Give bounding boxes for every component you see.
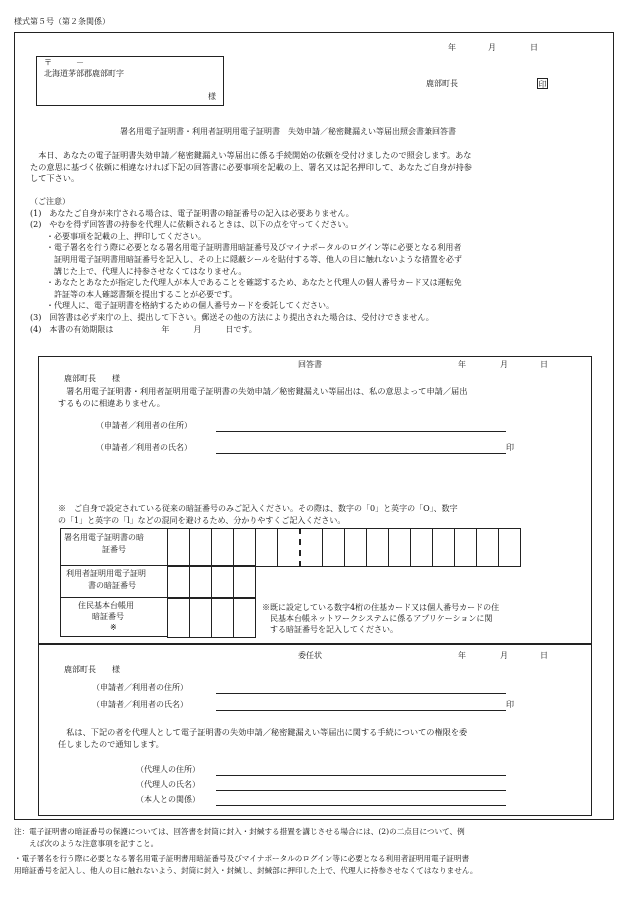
pin-digit-box[interactable]: [389, 529, 411, 567]
agent-name-label: （代理人の氏名）: [136, 780, 200, 789]
answer-heading: 回答書: [298, 360, 322, 369]
footer-line: えば次のような注意事項を記すこと。: [14, 838, 159, 848]
intro-line: たの意思に基づく依頼に相違なければ下記の回答書に必要事項を記載の上、署名又は記名押印して、あなたご自身が持参: [30, 161, 472, 172]
pin-digit-box[interactable]: [300, 529, 323, 567]
pin-digit-box[interactable]: [234, 566, 256, 599]
delegation-body-line: 私は、下記の者を代理人として電子証明書の失効申請／秘密鍵漏えい等届出に関する手続についての権限を委: [58, 727, 468, 737]
agent-address-line[interactable]: [216, 775, 506, 776]
pin-row-label: 利用者証明用電子証明: [66, 569, 146, 578]
pin-digit-box[interactable]: [345, 529, 367, 567]
pin-row-label: 証番号: [102, 545, 126, 554]
pin-digit-box[interactable]: [168, 598, 190, 638]
note-line: (3) 回答書は必ず来庁の上、提出して下さい。郵送その他の方法により提出された場合は、受付けできません。: [30, 312, 434, 322]
delegation-month: 月: [500, 651, 508, 660]
pin-digit-box[interactable]: [455, 529, 477, 567]
footer-line: 注：電子証明書の暗証番号の保護については、回答書を封筒に封入・封緘する措置を講じさせる場合には、(2)の二点目について、例: [14, 827, 465, 836]
pin-digit-box[interactable]: [168, 529, 190, 567]
pin-digit-box[interactable]: [212, 566, 234, 599]
answer-body-line: するものに相違ありません。: [58, 397, 165, 408]
answer-body: [58, 386, 467, 409]
answer-day: 日: [540, 360, 548, 369]
intro-text: [30, 150, 472, 185]
delegator-name-line[interactable]: [216, 710, 506, 711]
pin-digit-box[interactable]: [256, 529, 278, 567]
pin-note-line: の「1」と英字の「l」などの混同を避けるため、分かりやすくご記入ください。: [58, 515, 346, 525]
answer-month: 月: [500, 360, 508, 369]
juki-note-line: ※既に設定している数字4桁の住基カード又は個人番号カードの住: [262, 603, 500, 612]
intro-line: 本日、あなたの電子証明書失効申請／秘密鍵漏えい等届出に係る手続開始の依頼を受付けましたので照会します。あな: [30, 150, 472, 160]
pin-digit-box[interactable]: [212, 598, 234, 638]
juki-note-line: する暗証番号を記入してください。: [262, 625, 398, 634]
agent-name-line[interactable]: [216, 790, 506, 791]
delegation-heading: 委任状: [298, 651, 322, 660]
pin-digit-box[interactable]: [278, 529, 301, 567]
applicant-name-line[interactable]: [216, 453, 506, 454]
agent-relation-line[interactable]: [216, 805, 506, 806]
pin-row-label: 書の暗証番号: [88, 581, 136, 590]
signature-pin-boxes[interactable]: [167, 528, 521, 567]
header-month: 月: [488, 43, 496, 52]
note-line: (4) 本書の有効期限は 年 月 日です。: [30, 324, 257, 334]
delegation-body-line: 任しましたので通知します。: [58, 738, 164, 749]
pin-digit-box[interactable]: [234, 598, 256, 638]
pin-row-label: ※: [110, 623, 117, 632]
delegation-addressee: 鹿部町長 様: [64, 665, 120, 674]
pin-row-label: 住民基本台帳用: [78, 601, 134, 610]
pin-digit-box[interactable]: [190, 566, 212, 599]
note-line: 許証等の本人確認書類を提出することが必要です。: [30, 289, 238, 299]
delegator-address-line[interactable]: [216, 693, 506, 694]
pin-note: [58, 503, 458, 526]
delegator-seal: 印: [506, 700, 514, 709]
postal-code: 〒 －: [44, 58, 84, 67]
note-line: ・あなたとあなたが指定した代理人が本人であることを確認するため、あなたと代理人の個人番号カード又は運転免: [30, 278, 462, 288]
applicant-seal: 印: [506, 443, 514, 452]
pin-digit-box[interactable]: [190, 529, 212, 567]
note-line: ・代理人に、電子証明書を格納するための個人番号カードを委託してください。: [30, 301, 334, 311]
pin-digit-box[interactable]: [433, 529, 455, 567]
notes-heading: （ご注意）: [30, 197, 70, 206]
footer-line: ・電子署名を行う際に必要となる署名用電子証明書用暗証番号及びマイナポータルのログイン等に必要となる利用者証明用電子証明書: [14, 854, 470, 863]
juki-note-line: 民基本台帳ネットワークシステムに係るアプリケーションに関: [262, 614, 493, 623]
mayor-label: 鹿部町長: [426, 79, 458, 88]
user-pin-boxes[interactable]: [167, 565, 256, 599]
pin-digit-box[interactable]: [367, 529, 389, 567]
delegation-day: 日: [540, 651, 548, 660]
recipient-sama: 様: [208, 92, 216, 101]
recipient-address: 北海道茅部郡鹿部町字: [44, 69, 124, 78]
note-line: ・電子署名を行う際に必要となる署名用電子証明書用暗証番号及びマイナポータルのログイン等に必要となる利用者: [30, 243, 462, 253]
intro-line: して下さい。: [30, 173, 80, 183]
page-title: 署名用電子証明書・利用者証明用電子証明書 失効申請／秘密鍵漏えい等届出照会書兼回答書: [120, 127, 456, 136]
delegation-body: [58, 727, 467, 750]
header-year: 年: [448, 43, 456, 52]
pin-digit-box[interactable]: [190, 598, 212, 638]
applicant-address-line[interactable]: [216, 431, 506, 432]
pin-row-label: 暗証番号: [92, 612, 124, 621]
answer-addressee: 鹿部町長 様: [64, 374, 120, 383]
note-line: (1) あなたご自身が来庁される場合は、電子証明書の暗証番号の記入は必要ありません。: [30, 208, 354, 218]
agent-address-label: （代理人の住所）: [136, 765, 200, 774]
applicant-address-label: （申請者／利用者の住所）: [96, 421, 192, 430]
pin-row-label: 署名用電子証明書の暗: [64, 533, 144, 542]
pin-note-line: ※ ご自身で設定されている従来の暗証番号のみご記入ください。その際は、数字の「0」と英字の「O」、数字: [58, 504, 458, 513]
delegator-name-label: （申請者／利用者の氏名）: [92, 700, 188, 709]
pin-digit-box[interactable]: [212, 529, 234, 567]
note-line: (2) やむを得ず回答書の持参を代理人に依頼されるときは、以下の点を守ってください。: [30, 220, 354, 230]
notes-section: [30, 196, 462, 335]
footer-note: [14, 826, 478, 876]
note-line: 講じた上で、代理人に持参させなくてはなりません。: [30, 266, 247, 276]
agent-relation-label: （本人との関係）: [136, 795, 200, 804]
juki-pin-boxes[interactable]: [167, 597, 256, 638]
pin-digit-box[interactable]: [168, 566, 190, 599]
note-line: ・必要事項を記載の上、押印してください。: [30, 231, 206, 241]
pin-digit-box[interactable]: [499, 529, 521, 567]
mayor-seal: 印: [538, 80, 547, 89]
applicant-name-label: （申請者／利用者の氏名）: [96, 443, 192, 452]
delegation-year: 年: [458, 651, 466, 660]
answer-body-line: 署名用電子証明書・利用者証明用電子証明書の失効申請／秘密鍵漏えい等届出は、私の意思よって申請／届出: [58, 386, 468, 396]
form-number: 様式第５号（第２条関係）: [14, 17, 110, 26]
footer-line: 用暗証番号を記入し、他人の目に触れないよう、封筒に封入・封緘し、封緘部に押印した上で、代理人に持参させなくてはなりません。: [14, 865, 478, 875]
pin-digit-box[interactable]: [234, 529, 256, 567]
pin-digit-box[interactable]: [477, 529, 499, 567]
juki-note: [262, 602, 499, 635]
header-day: 日: [530, 43, 538, 52]
delegator-address-label: （申請者／利用者の住所）: [92, 683, 188, 692]
pin-digit-box[interactable]: [411, 529, 433, 567]
note-line: 証明用電子証明書用暗証番号を記入し、その上に隠蔽シールを貼付する等、他人の目に触れないような措置を必ず: [30, 254, 462, 264]
answer-year: 年: [458, 360, 466, 369]
pin-digit-box[interactable]: [323, 529, 345, 567]
